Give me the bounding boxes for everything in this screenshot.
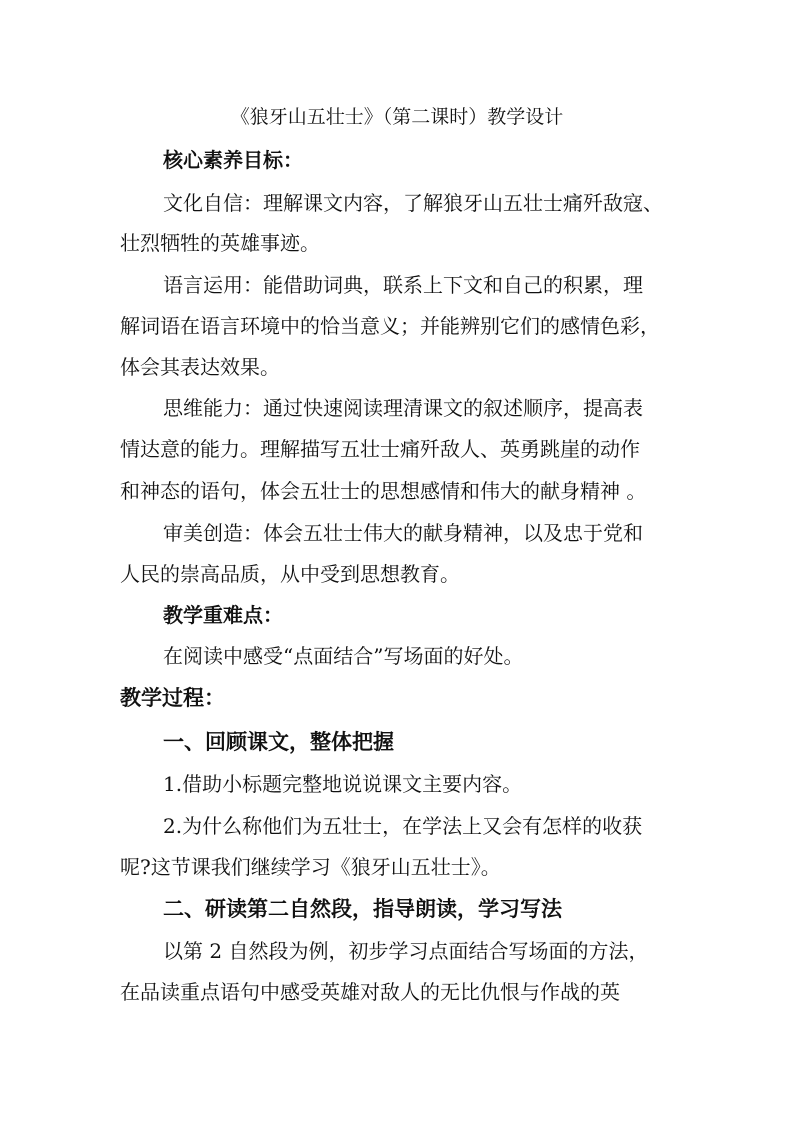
section-1-item-1: 1.借助小标题完整地说说课文主要内容。 — [163, 772, 523, 796]
goal-thinking-line-3: 和神态的语句，体会五壮士的思想感情和伟大的献身精神 。 — [120, 479, 647, 503]
goal-thinking-line-1: 思维能力：通过快速阅读理清课文的叙述顺序，提高表 — [163, 396, 643, 420]
key-points-heading: 教学重难点： — [163, 603, 283, 627]
goals-heading: 核心素养目标： — [163, 148, 303, 172]
section-1-item-2-line-1: 2.为什么称他们为五壮士，在学法上又会有怎样的收获 — [163, 814, 643, 838]
goal-thinking-line-2: 情达意的能力。理解描写五壮士痛歼敌人、英勇跳崖的动作 — [120, 437, 640, 461]
goal-aesthetic-line-1: 审美创造：体会五壮士伟大的献身精神，以及忠于党和 — [163, 521, 643, 545]
section-2-text-line-2: 在品读重点语句中感受英雄对敌人的无比仇恨与作战的英 — [120, 980, 620, 1004]
goal-culture-line-1: 文化自信：理解课文内容，了解狼牙山五壮士痛歼敌寇、 — [163, 191, 663, 215]
key-points-text: 在阅读中感受“点面结合”写场面的好处。 — [163, 644, 524, 668]
process-heading: 教学过程： — [120, 686, 225, 710]
goal-aesthetic-line-2: 人民的崇高品质，从中受到思想教育。 — [120, 562, 460, 586]
goal-language-line-3: 体会其表达效果。 — [120, 355, 280, 379]
section-1-heading: 一、回顾课文，整体把握 — [163, 730, 394, 754]
section-2-heading: 二、研读第二自然段，指导朗读，学习写法 — [163, 897, 562, 921]
goal-language-line-2: 解词语在语言环境中的恰当意义；并能辨别它们的感情色彩， — [120, 314, 660, 338]
goal-culture-line-2: 壮烈牺牲的英雄事迹。 — [120, 231, 320, 255]
section-1-item-2-line-2: 呢?这节课我们继续学习《狼牙山五壮士》。 — [120, 855, 501, 879]
document-title: 《狼牙山五壮士》（第二课时）教学设计 — [230, 106, 564, 128]
goal-language-line-1: 语言运用：能借助词典，联系上下文和自己的积累，理 — [163, 273, 643, 297]
section-2-text-line-1: 以第 2 自然段为例，初步学习点面结合写场面的方法， — [163, 939, 649, 963]
